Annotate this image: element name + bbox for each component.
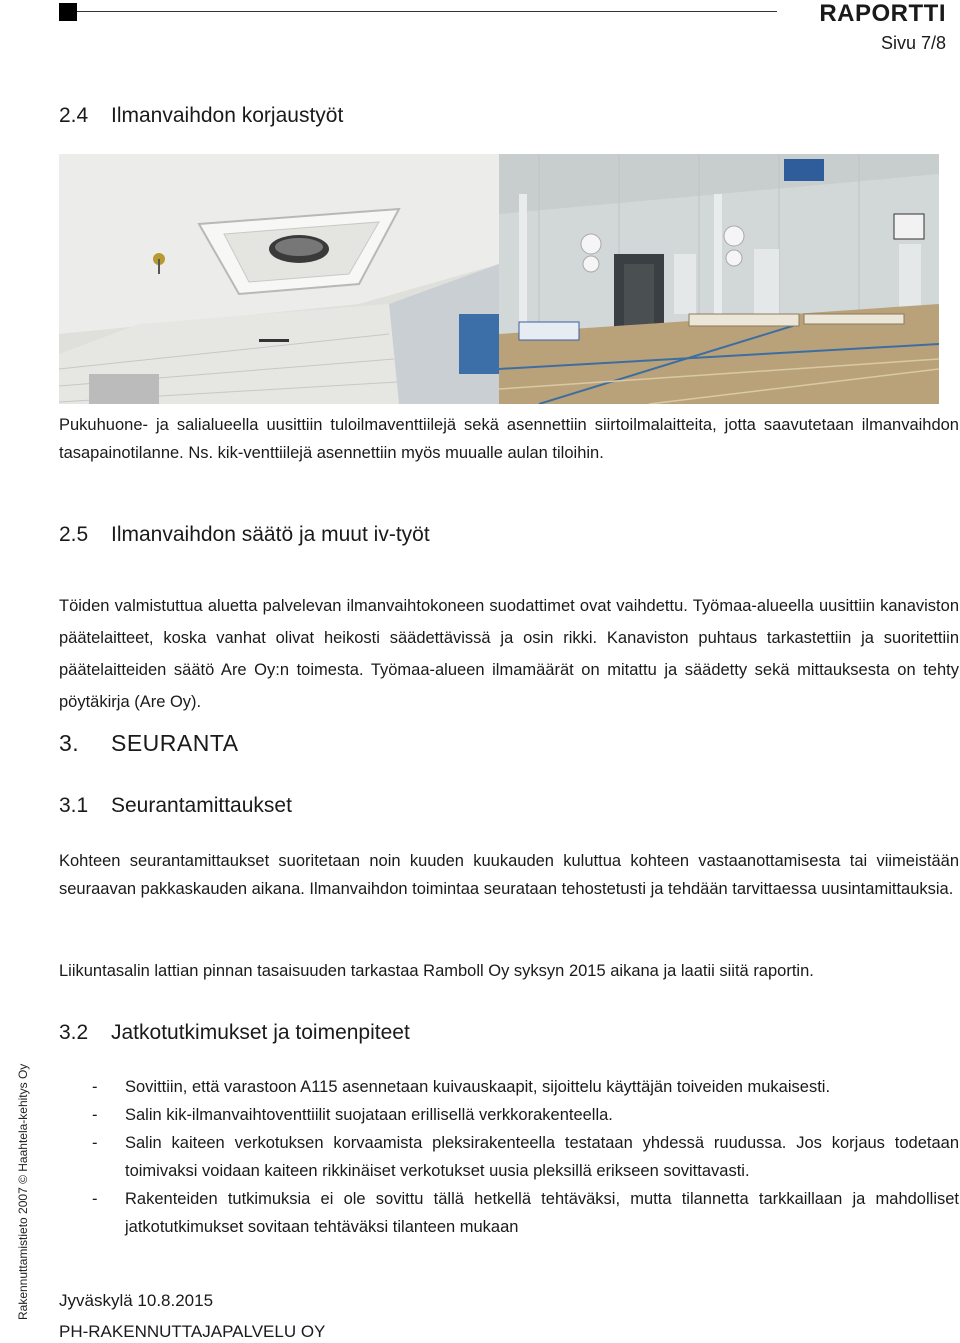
paragraph-2-5: Töiden valmistuttua aluetta palvelevan ilmanvaihtokoneen suodattimet ovat vaihdettu. Työmaa-alueella uusittiin kanaviston päätelaitteet, koska vanhat olivat heikosti säädettävissä ja osin rikki. Kanaviston puhtaus tarkastettiin ja suoritettiin päätelaitteiden säätö Are Oy:n toimesta. Työmaa-alueen ilmamäärät on mitattu ja säädetty sekä mittauksesta on tehty pöytäkirja (Are Oy).	[59, 597, 959, 711]
heading-3-2	[59, 1021, 410, 1045]
list-item	[59, 1129, 959, 1185]
header-logo-square	[59, 3, 77, 21]
heading-3-1	[59, 794, 292, 818]
list-item	[59, 1101, 959, 1129]
heading-text: Ilmanvaihdon korjaustyöt	[111, 104, 344, 127]
place-date: Jyväskylä 10.8.2015	[59, 1291, 214, 1310]
header-rule	[77, 11, 777, 12]
page-number: Sivu 7/8	[880, 33, 946, 53]
heading-text: Ilmanvaihdon säätö ja muut iv-työt	[111, 523, 430, 546]
heading-number: 3.2	[59, 1021, 89, 1044]
bullet-dash: -	[92, 1190, 98, 1208]
list-item-text: Salin kaiteen verkotuksen korvaamista pleksirakenteella testataan yhdessä ruudussa. Jos korjaus todetaan toimivaksi voidaan kaiteen rikkinäiset verkotukset uusia pleksillä erikseen sovittavasti.	[125, 1134, 959, 1180]
paragraph-3-1-b: Liikuntasalin lattian pinnan tasaisuuden tarkastaa Ramboll Oy syksyn 2015 aikana ja laatii siitä raportin.	[59, 962, 814, 980]
heading-2-4	[59, 104, 343, 128]
list-item	[59, 1073, 959, 1101]
list-item-text: Salin kik-ilmanvaihtoventtiilit suojataan erillisellä verkkorakenteella.	[125, 1106, 613, 1124]
report-title: RAPORTTI	[819, 0, 946, 27]
heading-text: SEURANTA	[111, 730, 239, 756]
heading-text: Seurantamittaukset	[111, 794, 292, 817]
side-copyright: Rakennuttamistieto 2007 © Haahtela-kehitys Oy	[16, 1063, 30, 1320]
heading-text: Jatkotutkimukset ja toimenpiteet	[111, 1021, 410, 1044]
paragraph-2-4: Pukuhuone- ja salialueella uusittiin tuloilmaventtiilejä sekä asennettiin siirtoilmalaitteita, jotta saavutetaan ilmanvaihdon tasapainotilanne. Ns. kik-venttiilejä asennettiin myös muualle aulan tiloihin.	[59, 416, 959, 462]
list-item	[59, 1185, 959, 1241]
heading-number: 3.1	[59, 794, 89, 817]
action-list	[59, 1073, 959, 1241]
list-item-text: Sovittiin, että varastoon A115 asennetaan kuivauskaapit, sijoittelu käyttäjän toiveiden mukaisesti.	[125, 1078, 831, 1096]
paragraph-3-1-a: Kohteen seurantamittaukset suoritetaan noin kuuden kuukauden kuluttua kohteen vastaanottamisesta tai viimeistään seuraavan pakkaskauden aikana. Ilmanvaihdon toimintaa seurataan tehostetusti ja tehdään tarvittaessa uusintamittauksia.	[59, 852, 959, 898]
heading-number: 3.	[59, 730, 80, 756]
heading-2-5	[59, 523, 430, 547]
company-name: PH-RAKENNUTTAJAPALVELU OY	[59, 1322, 326, 1341]
bullet-dash: -	[92, 1106, 98, 1124]
photo-ceiling-vent	[59, 154, 499, 404]
heading-number: 2.5	[59, 523, 89, 546]
heading-3	[59, 730, 239, 757]
bullet-dash: -	[92, 1134, 98, 1152]
heading-number: 2.4	[59, 104, 89, 127]
photo-sports-hall	[499, 154, 939, 404]
bullet-dash: -	[92, 1078, 98, 1096]
list-item-text: Rakenteiden tutkimuksia ei ole sovittu tällä hetkellä tehtäväksi, mutta tilannetta tarkkaillaan ja mahdolliset jatkotutkimukset sovitaan tehtäväksi tilanteen mukaan	[125, 1190, 959, 1236]
